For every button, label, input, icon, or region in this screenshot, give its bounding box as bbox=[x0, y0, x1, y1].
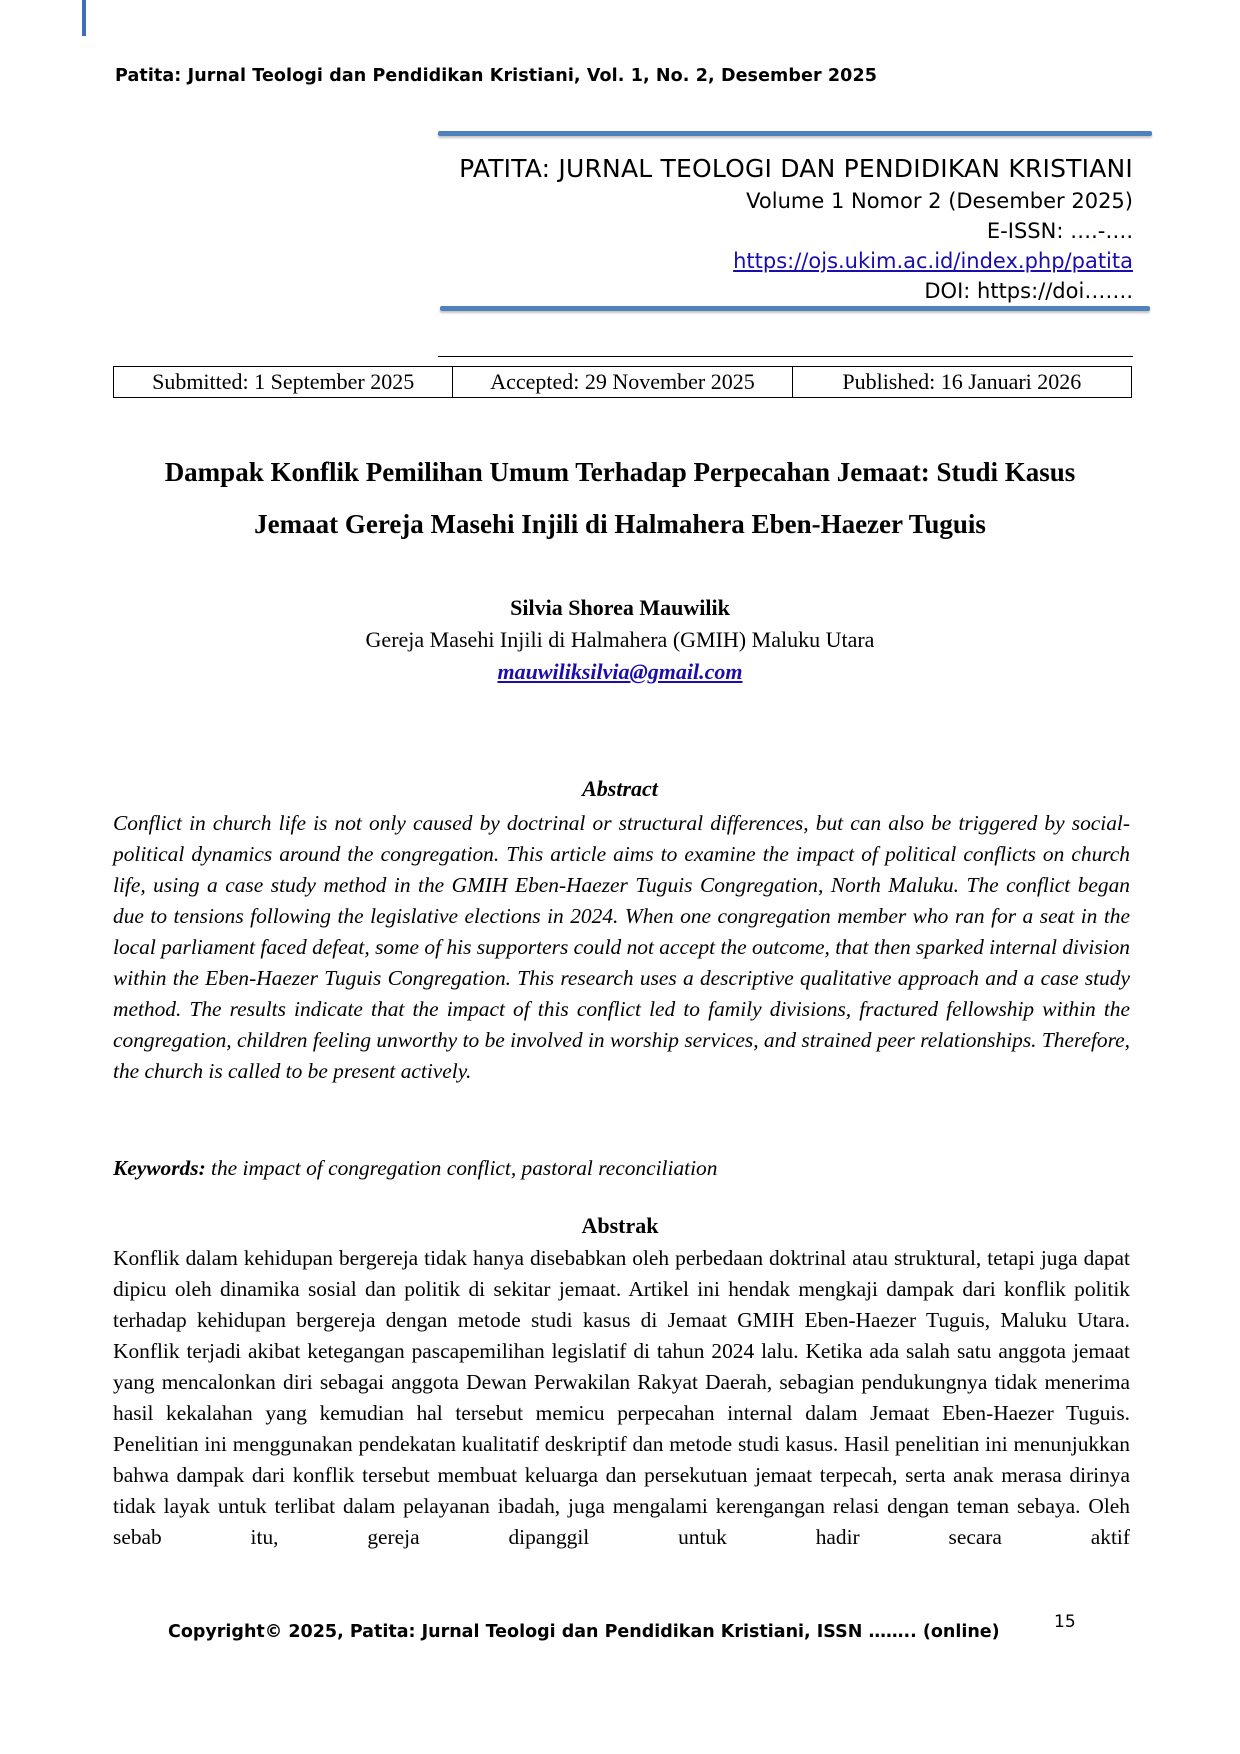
abstrak-heading: Abstrak bbox=[581, 1213, 659, 1238]
abstract-indonesian-text: Konflik dalam kehidupan bergereja tidak hanya disebabkan oleh perbedaan doktrinal atau struktural, tetapi juga dapat dipicu oleh dinamika sosial dan politik di sekitar jemaat. Artikel ini hendak mengkaji dampak dari konflik politik terhadap kehidupan bergereja dengan metode studi kasus di Jemaat GMIH Eben-Haezer Tuguis, Maluku Utara. Konflik terjadi akibat ketegangan pascapemilihan legislatif di tahun 2024 lalu. Ketika ada salah satu anggota jemaat yang mencalonkan diri sebagai anggota Dewan Perwakilan Rakyat Daerah, sebagian pendukungnya tidak menerima hasil kekalahan yang kemudian hal tersebut memicu perpecahan internal dalam Jemaat Eben-Haezer Tuguis. Penelitian ini menggunakan pendekatan kualitatif deskriptif dan metode studi kasus. Hasil penelitian ini menunjukkan bahwa dampak dari konflik tersebut membuat keluarga dan persekutuan jemaat terpecah, serta anak merasa dirinya tidak layak untuk terlibat dalam pelayanan ibadah, juga mengalami kerengangan relasi dengan teman sebaya. Oleh sebab itu, gereja dipanggil untuk hadir secara aktif bbox=[113, 1246, 1130, 1549]
page-number: 15 bbox=[1054, 1612, 1076, 1632]
keywords-line bbox=[113, 1156, 717, 1181]
header-top-rule bbox=[438, 131, 1152, 136]
journal-eissn: E-ISSN: ….-…. bbox=[986, 219, 1133, 243]
published-date: Published: 16 Januari 2026 bbox=[792, 367, 1131, 397]
keywords-label: Keywords: bbox=[113, 1156, 206, 1180]
author-name: Silvia Shorea Mauwilik bbox=[510, 595, 730, 620]
accepted-date: Accepted: 29 November 2025 bbox=[452, 367, 791, 397]
journal-info-block bbox=[373, 152, 1133, 306]
copyright-footer: Copyright© 2025, Patita: Jurnal Teologi dan Pendidikan Kristiani, ISSN …….. (online) bbox=[168, 1622, 1000, 1642]
title-line-2: Jemaat Gereja Masehi Injili di Halmahera Eben-Haezer Tuguis bbox=[254, 509, 986, 539]
author-block bbox=[110, 592, 1130, 688]
left-accent-bar bbox=[82, 0, 86, 36]
journal-url-link[interactable]: https://ojs.ukim.ac.id/index.php/patita bbox=[733, 249, 1133, 273]
author-email-link[interactable]: mauwiliksilvia@gmail.com bbox=[497, 659, 743, 684]
abstract-heading: Abstract bbox=[582, 776, 658, 801]
journal-name: PATITA: JURNAL TEOLOGI DAN PENDIDIKAN KRISTIANI bbox=[459, 154, 1133, 183]
submission-dates-table bbox=[113, 366, 1132, 398]
running-head: Patita: Jurnal Teologi dan Pendidikan Kristiani, Vol. 1, No. 2, Desember 2025 bbox=[115, 66, 877, 86]
author-affiliation: Gereja Masehi Injili di Halmahera (GMIH) Maluku Utara bbox=[365, 627, 875, 652]
abstract-english-text: Conflict in church life is not only caused by doctrinal or structural differences, but can also be triggered by social-political dynamics around the congregation. This article aims to examine the impact of political conflicts on church life, using a case study method in the GMIH Eben-Haezer Tuguis Congregation, North Maluku. The conflict began due to tensions following the legislative elections in 2024. When one congregation member who ran for a seat in the local parliament faced defeat, some of his supporters could not accept the outcome, that then sparked internal division within the Eben-Haezer Tuguis Congregation. This research uses a descriptive qualitative approach and a case study method. The results indicate that the impact of this conflict led to family divisions, fractured fellowship within the congregation, children feeling unworthy to be involved in worship services, and strained peer relationships. Therefore, the church is called to be present actively. bbox=[113, 811, 1130, 1083]
divider-line bbox=[438, 356, 1133, 357]
journal-volume: Volume 1 Nomor 2 (Desember 2025) bbox=[746, 189, 1133, 213]
journal-doi: DOI: https://doi……. bbox=[924, 279, 1133, 303]
header-bottom-rule bbox=[440, 306, 1150, 311]
submitted-date: Submitted: 1 September 2025 bbox=[152, 369, 415, 394]
title-line-1: Dampak Konflik Pemilihan Umum Terhadap Perpecahan Jemaat: Studi Kasus bbox=[164, 457, 1076, 487]
keywords-text: the impact of congregation conflict, pastoral reconciliation bbox=[211, 1156, 718, 1180]
article-title bbox=[110, 446, 1130, 550]
